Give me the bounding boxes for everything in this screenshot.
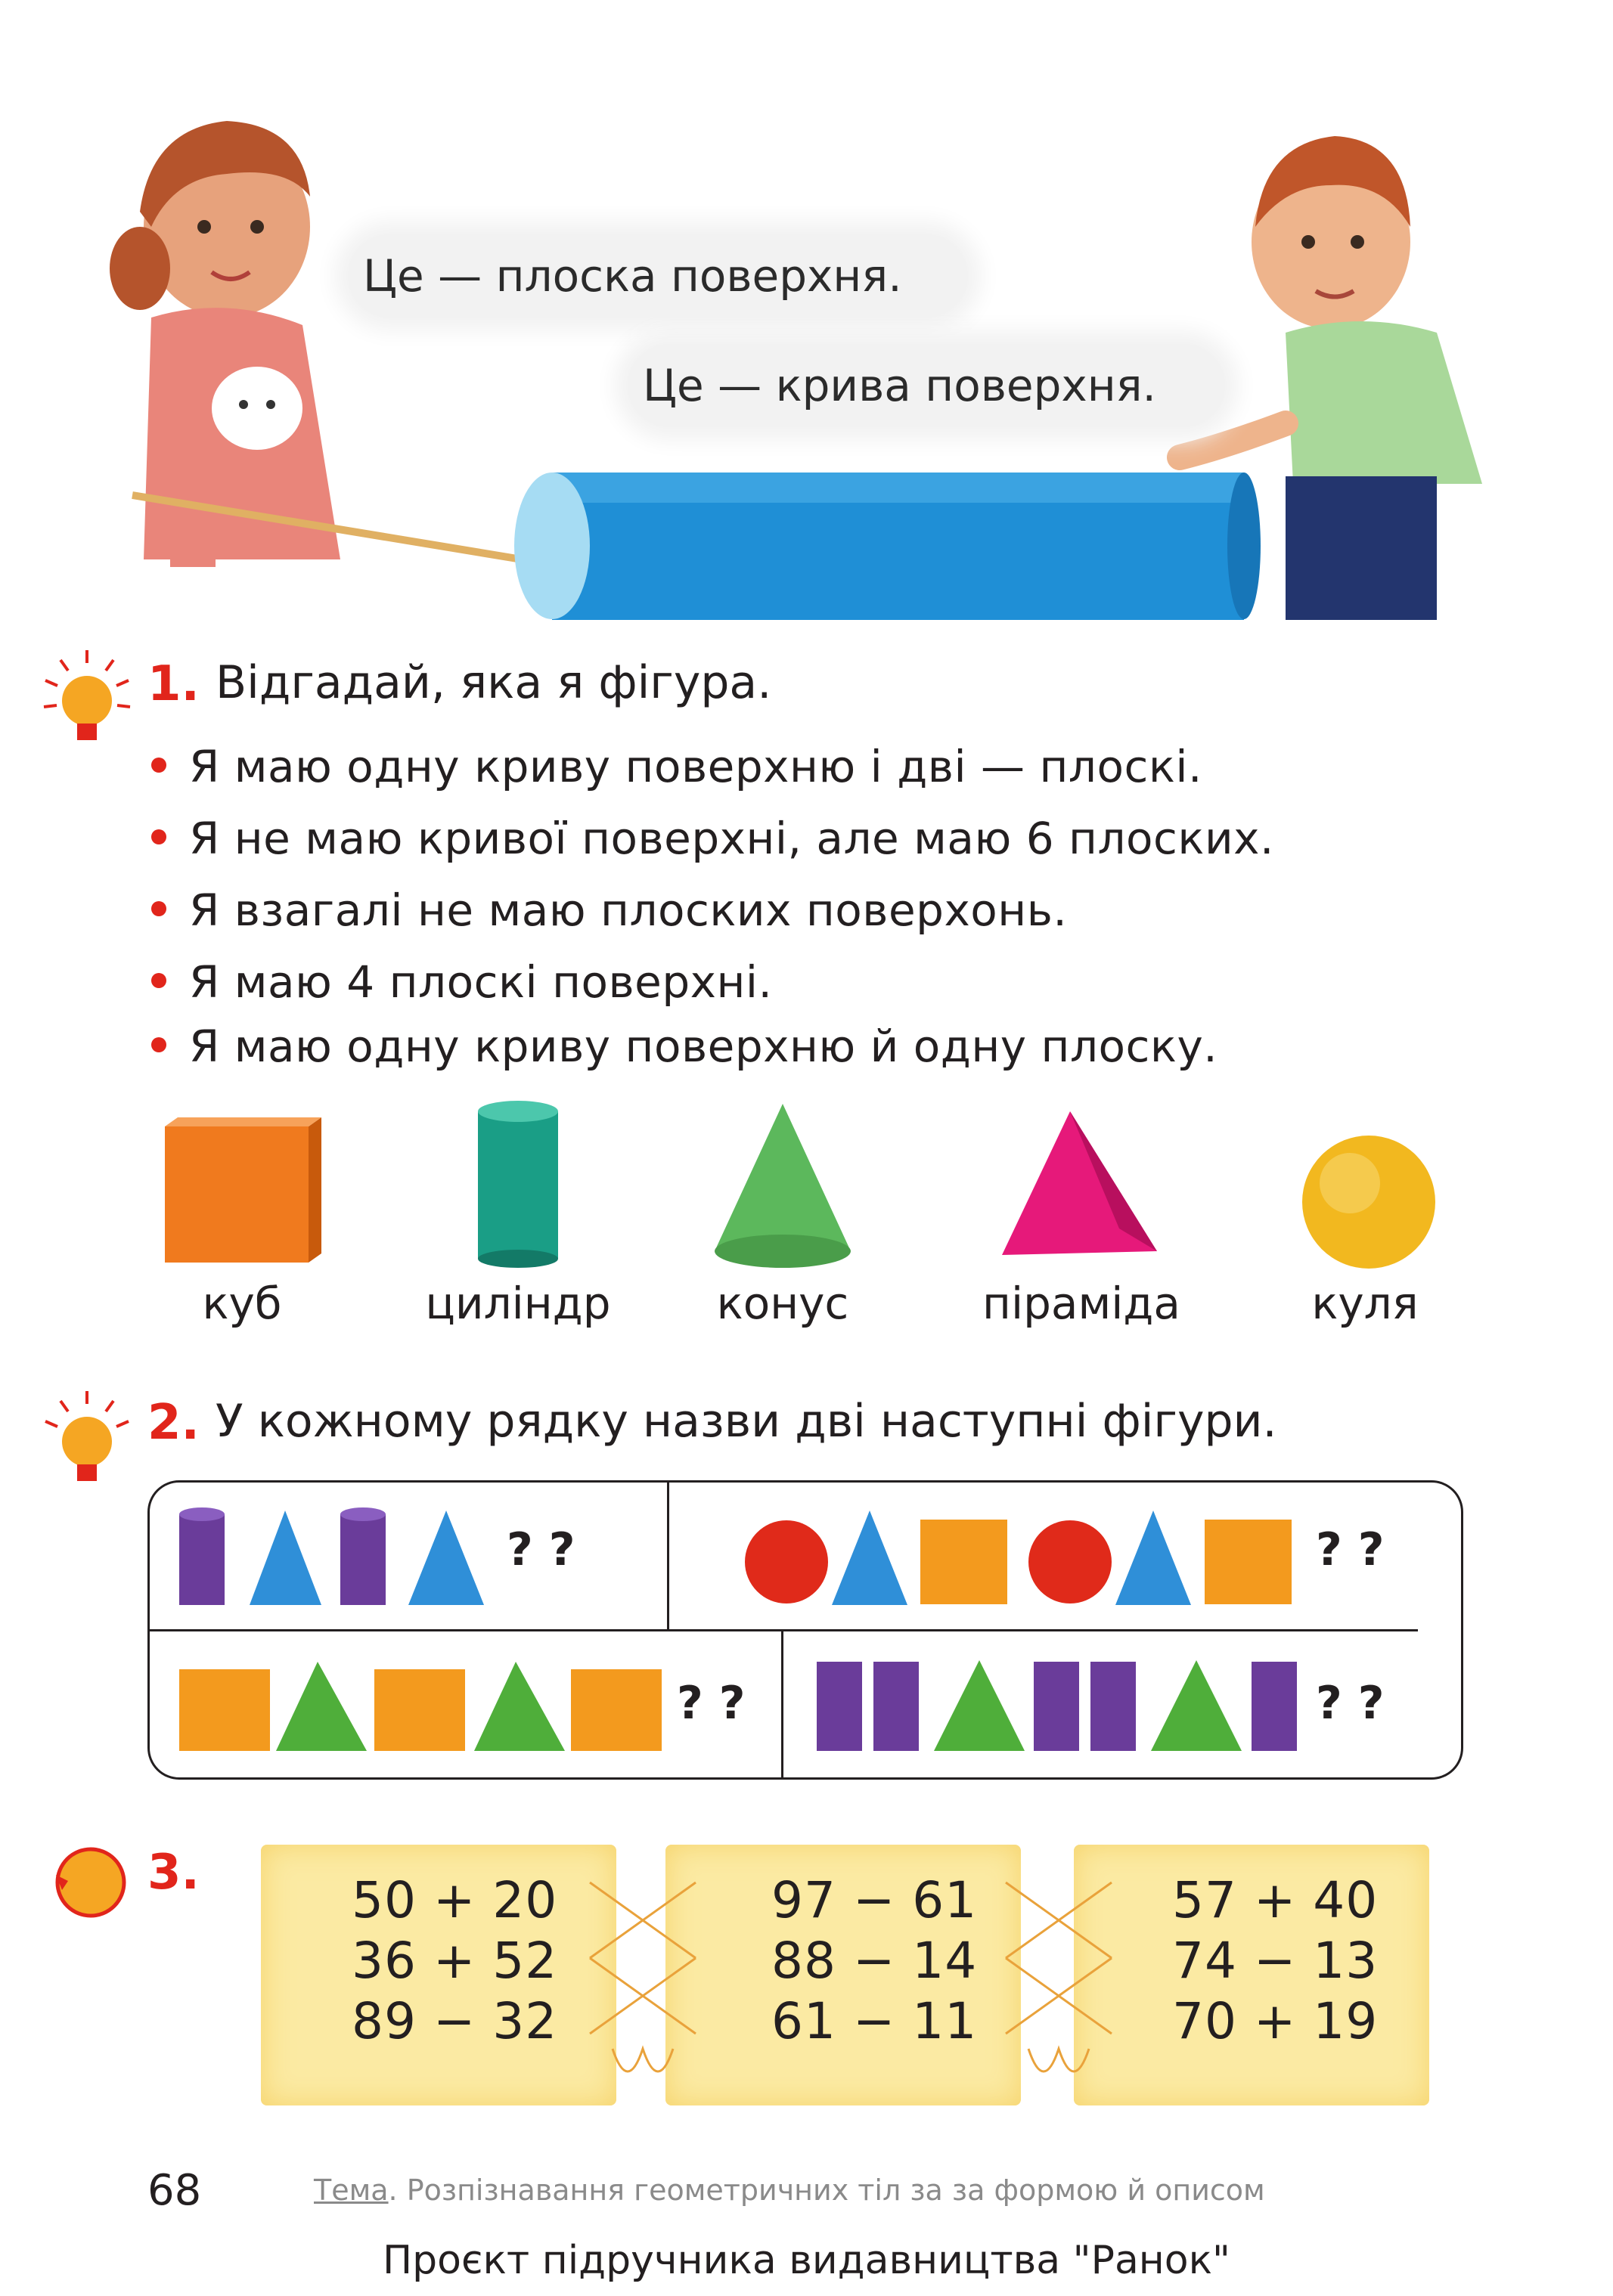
- card1-expr-1: 50 + 20: [352, 1871, 558, 1929]
- question-marks-r1-left: ? ?: [507, 1523, 575, 1576]
- task2-number: 2.: [147, 1395, 200, 1451]
- project-note: Проєкт підручника видавництва "Ранок": [383, 2238, 1230, 2283]
- question-marks-r2-right: ? ?: [1316, 1677, 1385, 1730]
- riddle-2: Я не маю кривої поверхні, але маю 6 плоских.: [151, 813, 1274, 864]
- riddle-4: Я маю 4 плоскі поверхні.: [151, 956, 772, 1008]
- speech-bubble-flat: [348, 234, 968, 318]
- speech-text-flat: Це — плоска поверхня.: [363, 250, 902, 302]
- card1-expr-3: 89 − 32: [352, 1992, 558, 2050]
- question-marks-r1-right: ? ?: [1316, 1523, 1385, 1576]
- shape-label-sphere: куля: [1311, 1278, 1419, 1329]
- card2-expr-3: 61 − 11: [771, 1992, 978, 2050]
- riddle-1: Я маю одну криву поверхню і дві — плоскі.: [151, 741, 1202, 792]
- cube-shape: [165, 1117, 321, 1263]
- card2-expr-1: 97 − 61: [771, 1871, 978, 1929]
- shape-label-cube: куб: [202, 1278, 282, 1329]
- riddle-3: Я взагалі не маю плоских поверхонь.: [151, 885, 1067, 936]
- shape-label-cylinder: циліндр: [425, 1278, 611, 1329]
- illustration: [0, 0, 1613, 635]
- shape-label-cone: конус: [716, 1278, 849, 1329]
- task3-number: 3.: [147, 1845, 200, 1901]
- cylinder-prop: [514, 473, 1261, 620]
- cylinder-shape: [478, 1101, 558, 1268]
- speech-text-curved: Це — крива поверхня.: [643, 360, 1156, 411]
- lightbulb-icon: [38, 1387, 136, 1493]
- topic-text: . Розпізнавання геометричних тіл за за формою й описом: [388, 2174, 1265, 2207]
- lightbulb-icon: [38, 646, 136, 752]
- cone-shape: [715, 1104, 851, 1268]
- sequence-shapes: [147, 1480, 1463, 1780]
- topic-line: [314, 2174, 1265, 2207]
- seq-row2-right: [817, 1660, 1297, 1751]
- topic-label: Тема: [314, 2174, 389, 2207]
- riddle-5: Я маю одну криву поверхню й одну плоску.: [151, 1021, 1218, 1072]
- card1-expr-2: 36 + 52: [352, 1932, 558, 1990]
- seq-row2-left: [179, 1662, 662, 1751]
- task1-title: Відгадай, яка я фігура.: [216, 656, 772, 709]
- illustration-art: [0, 0, 1613, 635]
- card2-expr-2: 88 − 14: [771, 1932, 978, 1990]
- pyramid-shape: [1002, 1111, 1157, 1255]
- seq-row1-right: [745, 1511, 1292, 1605]
- task1-number: 1.: [147, 656, 200, 712]
- shapes-row: [0, 1096, 1613, 1278]
- circle-arrow-icon: [45, 1837, 136, 1928]
- question-marks-r2-left: ? ?: [677, 1677, 746, 1730]
- task2-title: У кожному рядку назви дві наступні фігури.: [216, 1395, 1277, 1448]
- card3-expr-3: 70 + 19: [1172, 1992, 1379, 2050]
- sphere-shape: [1302, 1136, 1435, 1269]
- seq-row1-left: [179, 1507, 484, 1605]
- shape-label-pyramid: піраміда: [982, 1278, 1180, 1329]
- speech-bubble-curved: [628, 344, 1225, 427]
- page-number: 68: [147, 2166, 202, 2215]
- card3-expr-1: 57 + 40: [1172, 1871, 1379, 1929]
- card3-expr-2: 74 − 13: [1172, 1932, 1379, 1990]
